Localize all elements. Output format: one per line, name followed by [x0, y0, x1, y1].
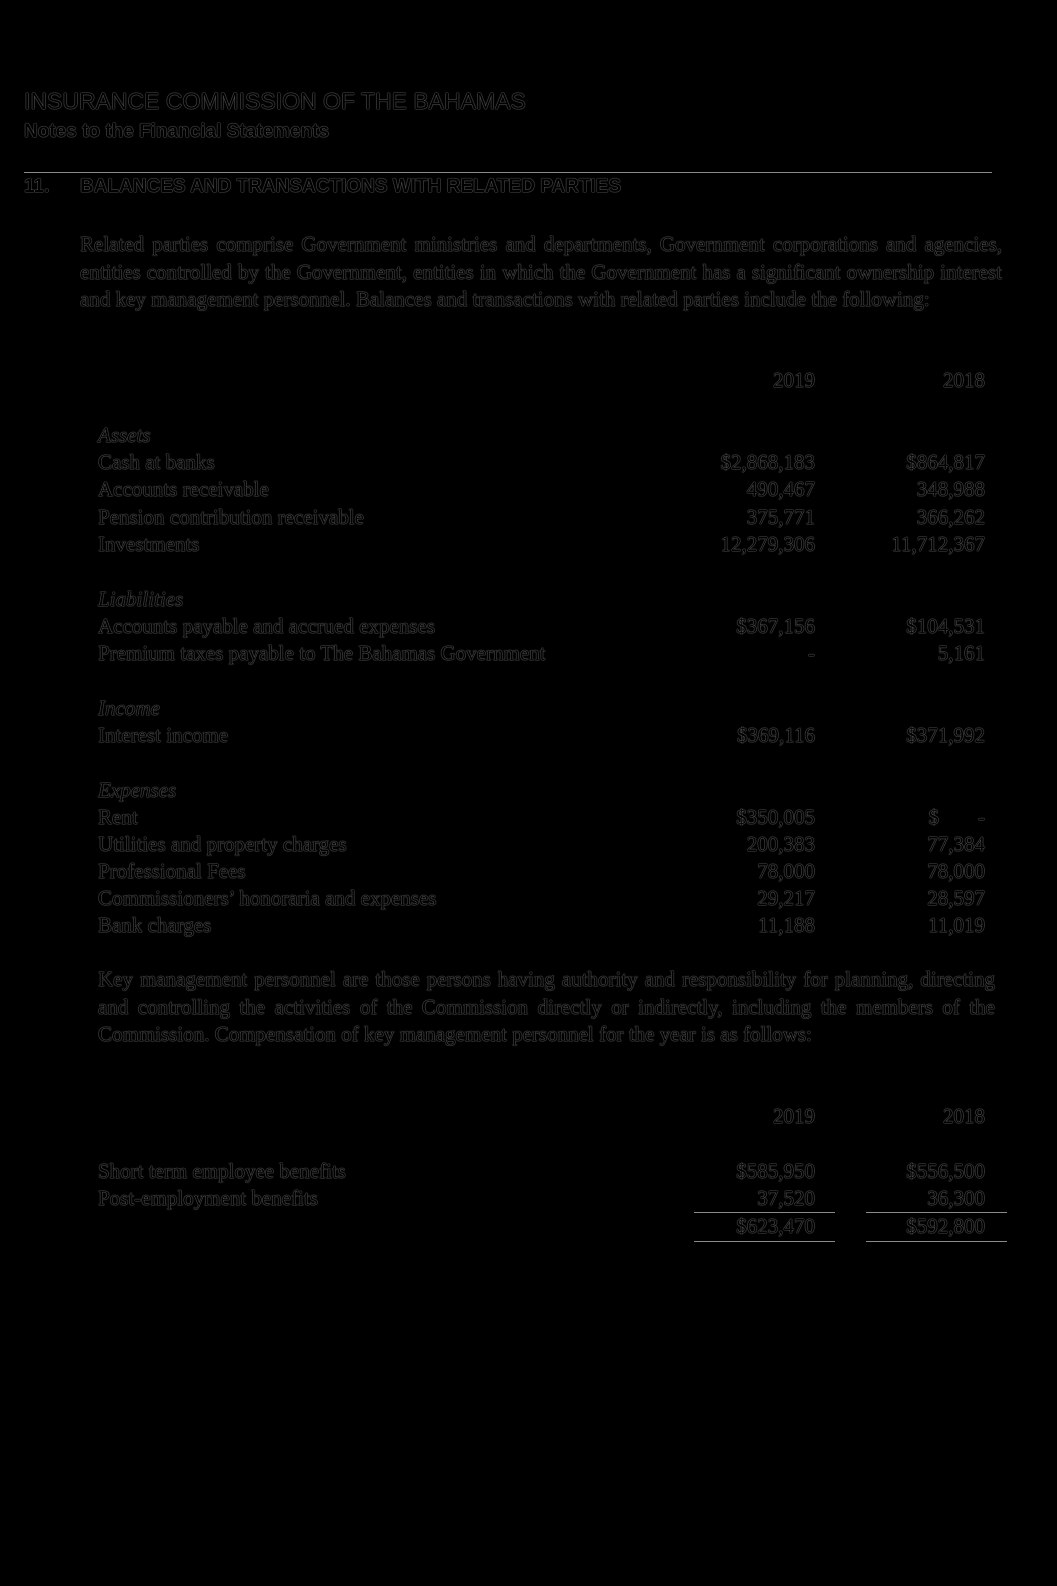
value-2019: $2,868,183	[720, 450, 815, 474]
assets-heading-label: Assets	[98, 423, 151, 447]
value-2018: 11,712,367	[891, 532, 985, 556]
section-title: BALANCES AND TRANSACTIONS WITH RELATED PARTIES	[80, 176, 622, 197]
section-number: 11.	[24, 176, 50, 197]
value-2018: $371,992	[906, 723, 985, 747]
column-header-2019: 2019	[773, 368, 815, 392]
value-2019: 200,383	[746, 832, 815, 856]
row-label: Cash at banks	[98, 450, 215, 474]
assets-heading	[98, 423, 995, 451]
value-2018: 28,597	[927, 886, 985, 910]
row-label: Accounts receivable	[98, 477, 269, 501]
table-row	[98, 450, 995, 478]
table-row	[98, 1159, 995, 1187]
total-rule-2018	[866, 1241, 1007, 1242]
table-header-row	[98, 368, 995, 396]
total-row	[98, 1214, 995, 1242]
table-row	[98, 614, 995, 642]
income-heading-label: Income	[98, 696, 160, 720]
table-row	[98, 805, 995, 833]
km-column-header-2018: 2018	[943, 1104, 985, 1128]
expenses-heading-label: Expenses	[98, 778, 177, 802]
currency-sign: $	[928, 805, 939, 829]
row-label: Utilities and property charges	[98, 832, 347, 856]
row-label: Premium taxes payable to The Bahamas Government	[98, 641, 546, 665]
expenses-heading	[98, 778, 995, 806]
key-management-paragraph: Key management personnel are those persons having authority and responsibility for planning, directing and controlling the activities of the Commission directly or indirectly, including the members of the Commission. Compensation of key management personnel for the year is as follows:	[98, 967, 995, 1046]
km-column-header-2019: 2019	[773, 1104, 815, 1128]
value-2019: 490,467	[746, 477, 815, 501]
liabilities-heading-label: Liabilities	[98, 587, 184, 611]
row-label: Pension contribution receivable	[98, 505, 364, 529]
subtotal-rule-2019	[694, 1212, 835, 1213]
value-2019: 12,279,306	[720, 532, 815, 556]
value-2018: 78,000	[927, 859, 985, 883]
value-2019: 37,520	[757, 1186, 815, 1210]
total-2019: $623,470	[736, 1214, 815, 1238]
row-label: Post-employment benefits	[98, 1186, 318, 1210]
table-row	[98, 859, 995, 887]
row-label: Interest income	[98, 723, 229, 747]
value-2018: 348,988	[916, 477, 985, 501]
subtotal-rule-2018	[866, 1212, 1007, 1213]
table-row	[98, 1186, 995, 1214]
table-row	[98, 532, 995, 560]
table-row	[98, 505, 995, 533]
total-rule-2019	[694, 1241, 835, 1242]
km-header-row	[98, 1104, 995, 1132]
header-divider	[24, 172, 992, 173]
table-row	[98, 886, 995, 914]
value-2019: $367,156	[736, 614, 815, 638]
value-2018: 5,161	[937, 641, 985, 665]
value-2018: $864,817	[906, 450, 985, 474]
value-2018: 11,019	[928, 913, 985, 937]
table-row	[98, 641, 995, 669]
value-2019: 78,000	[757, 859, 815, 883]
value-2018: $104,531	[906, 614, 985, 638]
value-2019: $350,005	[736, 805, 815, 829]
value-2018: 36,300	[927, 1186, 985, 1210]
table-row	[98, 832, 995, 860]
organization-title: INSURANCE COMMISSION OF THE BAHAMAS	[24, 88, 526, 114]
liabilities-heading	[98, 587, 995, 615]
row-label: Investments	[98, 532, 200, 556]
value-2019: 11,188	[758, 913, 815, 937]
total-2018: $592,800	[906, 1214, 985, 1238]
value-2019: 29,217	[757, 886, 815, 910]
value-2019: -	[808, 641, 815, 665]
row-label: Rent	[98, 805, 138, 829]
row-label: Bank charges	[98, 913, 212, 937]
table-row	[98, 723, 995, 751]
intro-paragraph: Related parties comprise Government ministries and departments, Government corporations and agencies, entities controlled by the Government, entities in which the Government has a significant ownership interest and key management personnel. Balances and transactions with related parties include the following:	[80, 232, 1002, 311]
value-2018: -	[978, 805, 985, 829]
table-row	[98, 913, 995, 941]
column-header-2018: 2018	[943, 368, 985, 392]
table-row	[98, 477, 995, 505]
value-2018: $556,500	[906, 1159, 985, 1183]
value-2018: 77,384	[927, 832, 985, 856]
value-2019: $369,116	[737, 723, 815, 747]
row-label: Accounts payable and accrued expenses	[98, 614, 436, 638]
page-subtitle: Notes to the Financial Statements	[24, 121, 330, 142]
value-2019: 375,771	[746, 505, 815, 529]
row-label: Professional Fees	[98, 859, 246, 883]
value-2019: $585,950	[736, 1159, 815, 1183]
income-heading	[98, 696, 995, 724]
row-label: Commissioners’ honoraria and expenses	[98, 886, 437, 910]
row-label: Short term employee benefits	[98, 1159, 346, 1183]
value-2018: 366,262	[916, 505, 985, 529]
